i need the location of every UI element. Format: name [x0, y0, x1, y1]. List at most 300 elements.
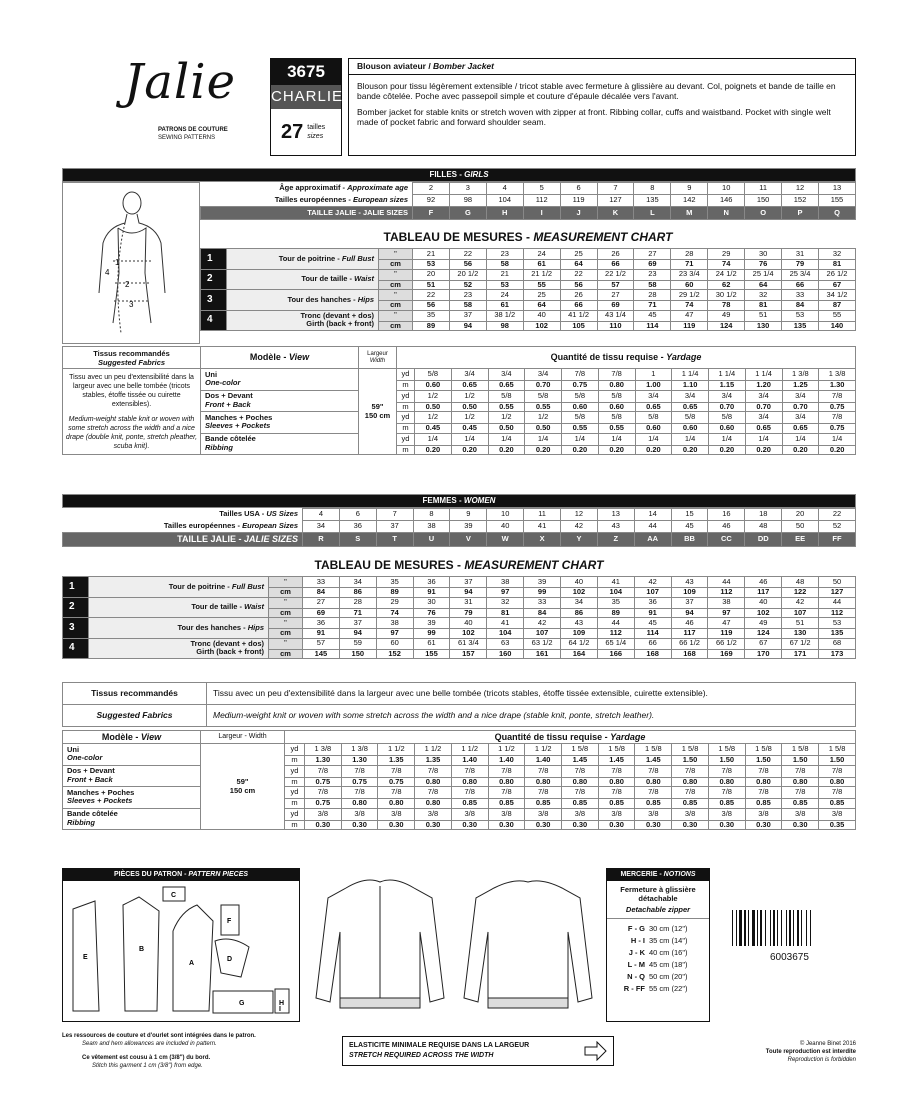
women-yardage-yd-cell: 7/8	[451, 765, 488, 777]
yardage-m-cell: 0.20	[709, 445, 746, 455]
measurement-in-cell: 40	[450, 618, 487, 629]
women-jalie-size-cell: DD	[745, 533, 782, 547]
measurement-cm-cell: 81	[818, 260, 855, 270]
footer-line1: Les ressources de couture et d'ourlet sont intégrées dans le patron.	[62, 1033, 256, 1039]
jalie-size-cell: N	[708, 207, 745, 220]
zipper-size-range: R - FF	[623, 984, 645, 993]
measurement-cm-cell: 170	[745, 649, 782, 659]
unit-yd: yd	[285, 765, 305, 777]
measurement-row	[201, 290, 856, 301]
us-size-cell: 11	[524, 509, 561, 521]
women-yardage-m-cell: 0.85	[598, 799, 635, 809]
unit-inch: "	[379, 249, 413, 260]
eu-label: Tailles européennes - European sizes	[274, 195, 408, 204]
measurement-in-cell: 21 1/2	[523, 269, 560, 280]
logo-line2: SEWING PATTERNS	[158, 135, 216, 141]
yardage-yd-cell: 1 3/8	[819, 369, 856, 381]
measurement-cm-cell: 171	[782, 649, 819, 659]
copyright	[730, 1040, 856, 1064]
measurement-cm-cell: 58	[449, 301, 486, 311]
measurement-cm-cell: 124	[708, 321, 745, 331]
measurement-in-cell: 39	[413, 618, 450, 629]
women-jalie-size-cell: X	[524, 533, 561, 547]
measurement-number: 3	[201, 290, 227, 311]
measurement-cm-cell: 97	[376, 629, 413, 639]
women-view-label: Bande côtelée Ribbing	[63, 808, 201, 830]
women-jalie-size-cell: CC	[708, 533, 745, 547]
measurement-cm-cell: 110	[597, 321, 634, 331]
women-yardage-yd-cell: 7/8	[635, 787, 672, 799]
yardage-m-cell: 0.60	[709, 424, 746, 434]
measurement-cm-cell: 61	[523, 260, 560, 270]
girl-figure-icon	[63, 183, 201, 345]
women-yardage-m-cell: 0.75	[305, 799, 342, 809]
girls-model-header: Modèle - View	[201, 347, 359, 369]
women-yardage-yd-cell: 1 5/8	[635, 744, 672, 756]
measurement-cm-cell: 119	[708, 629, 745, 639]
unit-yd: yd	[397, 412, 415, 424]
yardage-yd-cell: 1/4	[635, 433, 672, 445]
women-yardage-yd-cell: 3/8	[378, 808, 415, 820]
unit-cm: cm	[269, 649, 303, 659]
pattern-number: 3675	[271, 59, 341, 85]
measurement-cm-cell: 64	[745, 280, 782, 290]
age-cell: 4	[486, 183, 523, 195]
measurement-in-cell: 47	[708, 618, 745, 629]
zipper-list	[607, 919, 709, 999]
measurement-in-cell: 61 3/4	[450, 638, 487, 649]
yardage-m-cell: 0.20	[451, 445, 488, 455]
barcode-number: 6003675	[770, 952, 809, 963]
girls-width-value: 59" 150 cm	[359, 369, 397, 455]
svg-text:1: 1	[115, 258, 120, 267]
measurement-in-cell: 38	[487, 577, 524, 588]
piece-label-f: F	[227, 918, 232, 925]
eu-size-cell: 152	[782, 195, 819, 207]
measurement-cm-cell: 112	[819, 608, 856, 618]
measurement-in-cell: 37	[449, 310, 486, 321]
measurement-cm-cell: 97	[708, 608, 745, 618]
eu-size-cell: 135	[634, 195, 671, 207]
measurement-in-cell: 40	[523, 310, 560, 321]
measurement-in-cell: 47	[671, 310, 708, 321]
measurement-in-cell: 26 1/2	[818, 269, 855, 280]
yardage-yd-cell: 1/2	[451, 412, 488, 424]
eu-size-cell: 112	[523, 195, 560, 207]
yardage-yd-cell: 3/4	[488, 369, 525, 381]
yardage-m-cell: 0.20	[745, 445, 782, 455]
women-chart-title: TABLEAU DE MESURES - MEASUREMENT CHART	[314, 557, 604, 572]
measurement-cm-cell: 104	[597, 588, 634, 598]
measurement-cm-cell: 107	[634, 588, 671, 598]
measurement-cm-cell: 102	[561, 588, 598, 598]
measurement-in-cell: 28	[634, 290, 671, 301]
barcode-bar	[765, 910, 766, 946]
unit-inch: "	[379, 310, 413, 321]
women-yardage-yd-cell: 3/8	[819, 808, 856, 820]
measurement-in-cell: 43 1/4	[597, 310, 634, 321]
jalie-size-cell: P	[782, 207, 819, 220]
measurement-cm-cell: 102	[450, 629, 487, 639]
measurement-cm-cell: 117	[745, 588, 782, 598]
measurement-in-cell: 42	[634, 577, 671, 588]
measurement-in-cell: 53	[782, 310, 819, 321]
zipper-length: 40 cm (16")	[649, 948, 688, 957]
measurement-in-cell: 36	[413, 577, 450, 588]
unit-yd: yd	[285, 808, 305, 820]
women-yardage-yd-cell: 7/8	[745, 787, 782, 799]
footer-line4: Stitch this garment 1 cm (3/8") from edge.	[92, 1063, 203, 1069]
measurement-in-cell: 33	[524, 597, 561, 608]
measurement-cm-cell: 135	[782, 321, 819, 331]
measurement-in-cell: 46	[671, 618, 708, 629]
us-size-cell: 14	[634, 509, 671, 521]
yardage-yd-cell: 5/8	[709, 412, 746, 424]
measurement-cm-cell: 98	[486, 321, 523, 331]
measurement-in-cell: 26	[560, 290, 597, 301]
piece-label-g: G	[239, 1000, 245, 1007]
women-yardage-m-cell: 0.80	[451, 777, 488, 787]
measurement-in-cell: 37	[450, 577, 487, 588]
jacket-illustrations	[306, 868, 604, 1022]
piece-label-c: C	[171, 892, 177, 899]
measurement-cm-cell: 130	[782, 629, 819, 639]
women-yardage-m-cell: 0.30	[415, 820, 452, 830]
eu-size-cell: 146	[708, 195, 745, 207]
barcode-bar	[793, 910, 794, 946]
measurement-cm-cell: 64	[560, 260, 597, 270]
yardage-m-cell: 0.50	[451, 402, 488, 412]
age-cell: 8	[634, 183, 671, 195]
girls-age-row	[201, 183, 856, 195]
women-yardage-m-cell: 0.30	[488, 820, 525, 830]
women-yardage-yd-cell: 1 5/8	[782, 744, 819, 756]
unit-yd: yd	[397, 390, 415, 402]
measurement-in-cell: 67	[745, 638, 782, 649]
unit-cm: cm	[269, 629, 303, 639]
yardage-yd-cell: 7/8	[819, 412, 856, 424]
women-yardage-yd-cell: 7/8	[305, 787, 342, 799]
measurement-in-cell: 30	[413, 597, 450, 608]
yardage-row	[63, 369, 856, 381]
women-yardage-m-cell: 0.30	[745, 820, 782, 830]
yardage-yd-cell: 1	[635, 369, 672, 381]
zipper-size-range: L - M	[627, 960, 645, 969]
women-yardage-table	[62, 730, 856, 830]
measurement-cm-cell: 168	[634, 649, 671, 659]
measurement-label: Tour de taille - Waist	[89, 597, 269, 618]
size-word-en: sizes	[307, 133, 324, 140]
measurement-cm-cell: 78	[708, 301, 745, 311]
measurement-in-cell: 26	[597, 249, 634, 260]
yardage-yd-cell: 7/8	[819, 390, 856, 402]
women-eu-size-cell: 44	[634, 521, 671, 533]
measurement-in-cell: 32	[745, 290, 782, 301]
women-eu-size-cell: 41	[524, 521, 561, 533]
yardage-m-cell: 0.20	[598, 445, 635, 455]
yardage-m-cell: 0.20	[525, 445, 562, 455]
measurement-in-cell: 53	[819, 618, 856, 629]
yardage-yd-cell: 3/4	[525, 369, 562, 381]
yardage-m-cell: 0.20	[819, 445, 856, 455]
women-yardage-yd-cell: 7/8	[562, 787, 599, 799]
jalie-size-cell: L	[634, 207, 671, 220]
yardage-m-cell: 0.65	[488, 381, 525, 391]
yardage-yd-cell: 3/4	[782, 390, 819, 402]
unit-cm: cm	[379, 260, 413, 270]
women-yardage-m-cell: 0.30	[341, 820, 378, 830]
measurement-cm-cell: 91	[303, 629, 340, 639]
view-label: Bande côtelée Ribbing	[201, 433, 359, 455]
women-eu-size-cell: 42	[561, 521, 598, 533]
measurement-cm-cell: 91	[413, 588, 450, 598]
women-jalie-size-cell: V	[450, 533, 487, 547]
women-jalie-size-cell: T	[376, 533, 413, 547]
zipper-size-row	[613, 947, 703, 959]
stretch-en: STRETCH REQUIRED ACROSS THE WIDTH	[349, 1052, 494, 1059]
unit-cm: cm	[269, 588, 303, 598]
barcode	[730, 910, 850, 963]
yardage-m-cell: 1.30	[819, 381, 856, 391]
measurement-cm-cell: 56	[413, 301, 450, 311]
barcode-bar	[760, 910, 762, 946]
yardage-yd-cell: 1/4	[488, 433, 525, 445]
measurement-cm-cell: 107	[782, 608, 819, 618]
women-yardage-m-cell: 0.85	[562, 799, 599, 809]
measurement-cm-cell: 58	[634, 280, 671, 290]
notions-panel	[606, 868, 710, 1022]
measurement-cm-cell: 86	[339, 588, 376, 598]
zipper-size-row	[613, 971, 703, 983]
measurement-in-cell: 66	[634, 638, 671, 649]
measurement-in-cell: 22	[560, 269, 597, 280]
measurement-in-cell: 34 1/2	[818, 290, 855, 301]
women-yardage-yd-cell: 3/8	[305, 808, 342, 820]
barcode-bar	[752, 910, 755, 946]
women-yardage-yd-cell: 7/8	[782, 765, 819, 777]
measurement-cm-cell: 76	[745, 260, 782, 270]
unit-m: m	[285, 820, 305, 830]
women-yardage-m-cell: 1.50	[708, 756, 745, 766]
measurement-cm-cell: 150	[339, 649, 376, 659]
yardage-yd-cell: 5/8	[562, 390, 599, 402]
women-yardage-yd-cell: 3/8	[488, 808, 525, 820]
girls-yardage-table	[62, 346, 856, 455]
age-cell: 12	[782, 183, 819, 195]
women-yardage-m-cell: 1.40	[451, 756, 488, 766]
women-yardage-row	[63, 808, 856, 820]
yardage-yd-cell: 7/8	[598, 369, 635, 381]
measurement-in-cell: 32	[487, 597, 524, 608]
women-yardage-yd-cell: 1 1/2	[451, 744, 488, 756]
copyright-line1: © Jeanne Binet 2016	[799, 1041, 856, 1047]
women-yardage-m-cell: 0.30	[598, 820, 635, 830]
unit-m: m	[397, 381, 415, 391]
women-yardage-yd-cell: 7/8	[525, 765, 562, 777]
yardage-yd-cell: 3/4	[672, 390, 709, 402]
women-yardage-m-cell: 1.30	[305, 756, 342, 766]
measurement-cm-cell: 51	[413, 280, 450, 290]
measurement-in-cell: 55	[818, 310, 855, 321]
measurement-in-cell: 36	[303, 618, 340, 629]
women-yardage-yd-cell: 7/8	[598, 787, 635, 799]
measurement-in-cell: 45	[634, 618, 671, 629]
measurement-in-cell: 36	[634, 597, 671, 608]
girls-qty-header: Quantité de tissu requise - Yardage	[397, 347, 856, 369]
measurement-cm-cell: 157	[450, 649, 487, 659]
yardage-m-cell: 0.20	[562, 445, 599, 455]
yardage-m-cell: 0.20	[635, 445, 672, 455]
women-yardage-m-cell: 1.50	[672, 756, 709, 766]
yardage-yd-cell: 1/2	[488, 412, 525, 424]
eu-size-cell: 92	[413, 195, 450, 207]
yardage-m-cell: 0.70	[709, 402, 746, 412]
measurement-cm-cell: 74	[376, 608, 413, 618]
yardage-yd-cell: 5/8	[562, 412, 599, 424]
measurement-cm-cell: 91	[634, 608, 671, 618]
women-yardage-m-cell: 0.30	[672, 820, 709, 830]
yardage-yd-cell: 1/4	[562, 433, 599, 445]
measurement-in-cell: 51	[782, 618, 819, 629]
yardage-yd-cell: 1 1/4	[709, 369, 746, 381]
measurement-in-cell: 20	[413, 269, 450, 280]
yardage-m-cell: 0.45	[451, 424, 488, 434]
piece-label-h: H	[279, 1000, 285, 1007]
women-yardage-m-cell: 0.80	[635, 777, 672, 787]
measurement-in-cell: 29	[376, 597, 413, 608]
zipper-length: 35 cm (14")	[649, 936, 688, 945]
measurement-in-cell: 22 1/2	[597, 269, 634, 280]
yardage-yd-cell: 5/8	[525, 390, 562, 402]
age-cell: 7	[597, 183, 634, 195]
measurement-cm-cell: 112	[708, 588, 745, 598]
stretch-fr: ELASTICITE MINIMALE REQUISE DANS LA LARGEUR	[349, 1042, 530, 1049]
women-view-label: Manches + Poches Sleeves + Pockets	[63, 787, 201, 809]
women-yardage-m-cell: 1.40	[488, 756, 525, 766]
unit-cm: cm	[379, 280, 413, 290]
unit-m: m	[285, 799, 305, 809]
eu-size-cell: 119	[560, 195, 597, 207]
women-jalie-size-cell: S	[339, 533, 376, 547]
measurement-row	[201, 249, 856, 260]
women-eu-size-cell: 39	[450, 521, 487, 533]
us-size-cell: 22	[819, 509, 856, 521]
piece-label-d: D	[227, 956, 233, 963]
women-sizes-table	[62, 508, 856, 547]
women-yardage-yd-cell: 1 5/8	[745, 744, 782, 756]
women-yardage-m-cell: 0.30	[562, 820, 599, 830]
women-yardage-row	[63, 744, 856, 756]
measurement-cm-cell: 130	[745, 321, 782, 331]
measurement-cm-cell: 53	[413, 260, 450, 270]
zipper-size-range: N - Q	[627, 972, 645, 981]
girls-chart-title-table	[200, 228, 856, 246]
view-label: Manches + Poches Sleeves + Pockets	[201, 412, 359, 434]
us-size-cell: 9	[450, 509, 487, 521]
age-cell: 3	[449, 183, 486, 195]
age-cell: 10	[708, 183, 745, 195]
women-chart-title-table	[62, 556, 856, 574]
piece-label-e: E	[83, 954, 88, 961]
eu-size-cell: 142	[671, 195, 708, 207]
yardage-yd-cell: 1/2	[415, 390, 452, 402]
women-yardage-yd-cell: 7/8	[708, 787, 745, 799]
us-size-cell: 12	[561, 509, 598, 521]
measurement-cm-cell: 84	[782, 301, 819, 311]
barcode-bar	[781, 910, 782, 946]
girls-header-table	[62, 168, 856, 182]
women-yardage-yd-cell: 3/8	[525, 808, 562, 820]
women-yardage-m-cell: 0.30	[378, 820, 415, 830]
measurement-cm-cell: 69	[634, 260, 671, 270]
unit-yd: yd	[285, 744, 305, 756]
measurement-in-cell: 27	[303, 597, 340, 608]
women-yardage-yd-cell: 3/8	[451, 808, 488, 820]
yardage-yd-cell: 5/8	[672, 412, 709, 424]
women-yardage-m-cell: 0.80	[745, 777, 782, 787]
women-yardage-m-cell: 0.75	[378, 777, 415, 787]
measurement-cm-cell: 56	[449, 260, 486, 270]
measurement-cm-cell: 87	[818, 301, 855, 311]
yardage-yd-cell: 5/8	[635, 412, 672, 424]
women-jalie-size-cell: W	[487, 533, 524, 547]
unit-inch: "	[379, 269, 413, 280]
measurement-number: 1	[201, 249, 227, 270]
barcode-bar	[797, 910, 799, 946]
women-eu-size-cell: 52	[819, 521, 856, 533]
women-yardage-yd-cell: 1 1/2	[415, 744, 452, 756]
measurement-cm-cell: 152	[376, 649, 413, 659]
measurement-in-cell: 37	[671, 597, 708, 608]
yardage-m-cell: 0.75	[819, 424, 856, 434]
measurement-in-cell: 64 1/2	[561, 638, 598, 649]
measurement-in-cell: 24 1/2	[708, 269, 745, 280]
women-yardage-yd-cell: 7/8	[378, 765, 415, 777]
measurement-cm-cell: 135	[819, 629, 856, 639]
women-view-label: Dos + Devant Front + Back	[63, 765, 201, 787]
girls-width-header: Largeur Width	[359, 347, 397, 369]
measurement-row	[201, 310, 856, 321]
women-yardage-m-cell: 0.85	[451, 799, 488, 809]
measurement-cm-cell: 107	[524, 629, 561, 639]
measurement-label: Tour des hanches - Hips	[227, 290, 379, 311]
women-yardage-m-cell: 0.85	[488, 799, 525, 809]
unit-inch: "	[269, 577, 303, 588]
measurement-cm-cell: 79	[782, 260, 819, 270]
measurement-cm-cell: 114	[634, 629, 671, 639]
women-yardage-yd-cell: 7/8	[635, 765, 672, 777]
women-eu-size-cell: 34	[303, 521, 340, 533]
measurement-cm-cell: 117	[671, 629, 708, 639]
pattern-description	[348, 58, 856, 156]
zipper-length: 55 cm (22")	[649, 984, 688, 993]
women-yardage-yd-cell: 7/8	[672, 787, 709, 799]
women-yardage-m-cell: 0.85	[745, 799, 782, 809]
measurement-cm-cell: 140	[818, 321, 855, 331]
unit-yd: yd	[285, 787, 305, 799]
girls-fabric-desc: Tissu avec un peu d'extensibilité dans la largeur avec une belle tombée (tricots stables, étoffe tissée ou cuirette extensibles). Medium-weight stable knit or woven with some stretch across the width and a nice drape (double knit, ponte, stretch pleather, scuba knit).	[63, 369, 201, 455]
measurement-cm-cell: 124	[745, 629, 782, 639]
women-yardage-m-cell: 0.85	[819, 799, 856, 809]
us-size-cell: 16	[708, 509, 745, 521]
women-yardage-yd-cell: 7/8	[598, 765, 635, 777]
women-jalie-size-cell: U	[413, 533, 450, 547]
yardage-m-cell: 0.45	[415, 424, 452, 434]
women-width-header: Largeur - Width	[201, 731, 285, 744]
measurement-in-cell: 34	[339, 577, 376, 588]
pattern-number-box	[270, 58, 342, 156]
yardage-yd-cell: 1/4	[451, 433, 488, 445]
